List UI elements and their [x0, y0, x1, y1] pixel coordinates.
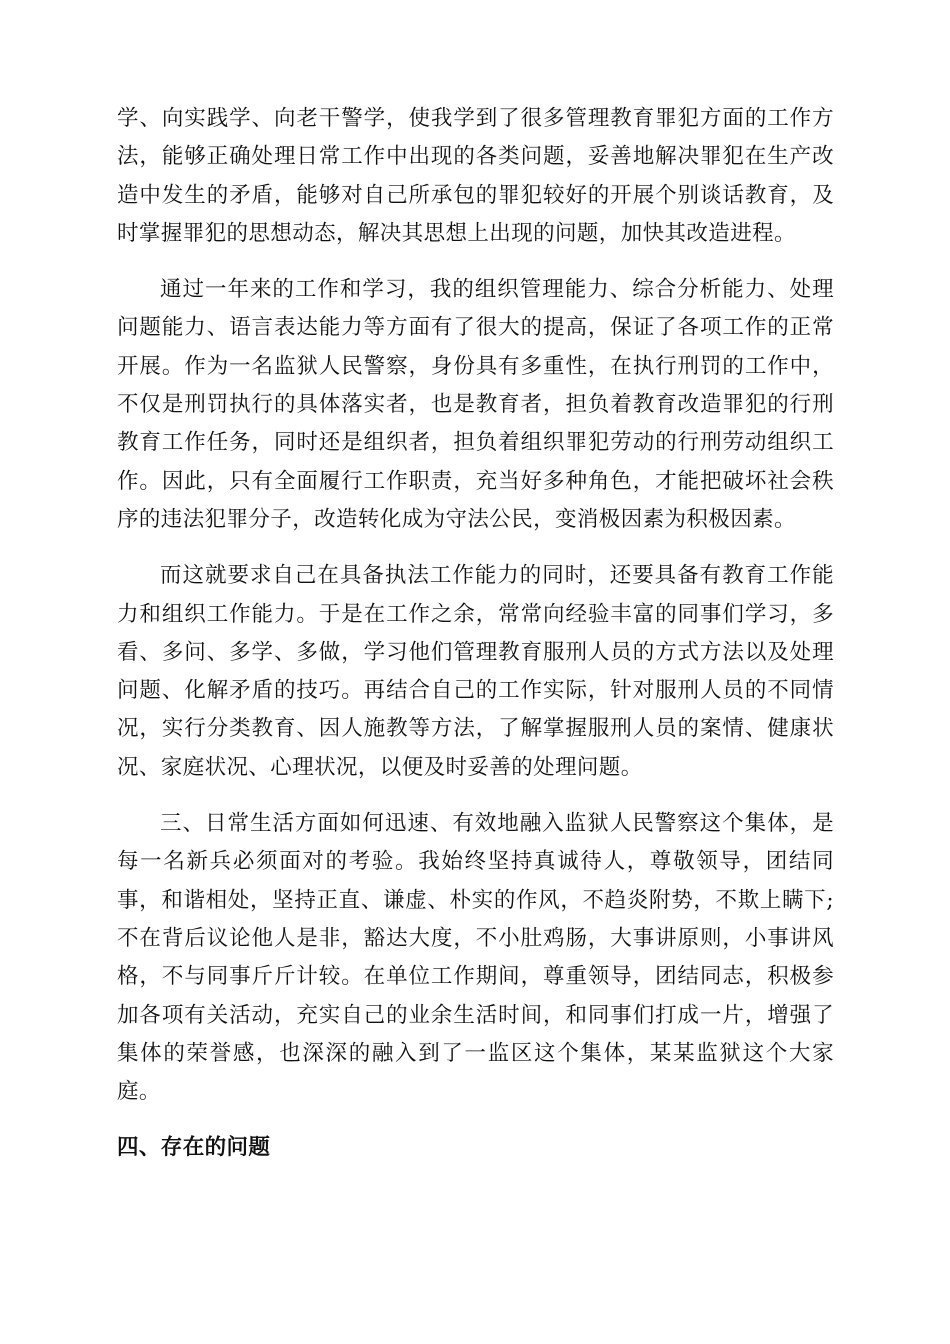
paragraph-education-ability: 而这就要求自己在具备执法工作能力的同时，还要具备有教育工作能力和组织工作能力。于是在工作之余，常常向经验丰富的同事们学习，多看、多问、多学、多做，学习他们管理教育服刑人员的方式方法以及处理问题、化解矛盾的技巧。再结合自己的工作实际，针对服刑人员的不同情况，实行分类教育、因人施教等方法，了解掌握服刑人员的案情、健康状况、家庭状况、心理状况，以便及时妥善的处理问题。: [117, 563, 834, 780]
paragraph-abilities-improvement: 通过一年来的工作和学习，我的组织管理能力、综合分析能力、处理问题能力、语言表达能力等方面有了很大的提高，保证了各项工作的正常开展。作为一名监狱人民警察，身份具有多重性，在执行刑罚的工作中，不仅是刑罚执行的具体落实者，也是教育者，担负着教育改造罪犯的行刑教育工作任务，同时还是组织者，担负着组织罪犯劳动的行刑劳动组织工作。因此，只有全面履行工作职责，充当好多种角色，才能把破坏社会秩序的违法犯罪分子，改造转化成为守法公民，变消极因素为积极因素。: [117, 277, 834, 532]
document-page: [117, 100, 834, 1167]
section-heading-problems: 四、存在的问题: [117, 1135, 271, 1161]
paragraph-daily-life: 三、日常生活方面如何迅速、有效地融入监狱人民警察这个集体，是每一名新兵必须面对的考验。我始终坚持真诚待人，尊敬领导，团结同事，和谐相处，坚持正直、谦虚、朴实的作风，不趋炎附势，不欺上瞒下;不在背后议论他人是非，豁达大度，不小肚鸡肠，大事讲原则，小事讲风格，不与同事斤斤计较。在单位工作期间，尊重领导，团结同志，积极参加各项有关活动，充实自己的业余生活时间，和同事们打成一片，增强了集体的荣誉感，也深深的融入到了一监区这个集体，某某监狱这个大家庭。: [117, 811, 834, 1105]
paragraph-continued-learning: 学、向实践学、向老干警学，使我学到了很多管理教育罪犯方面的工作方法，能够正确处理日常工作中出现的各类问题，妥善地解决罪犯在生产改造中发生的矛盾，能够对自己所承包的罪犯较好的开展个别谈话教育，及时掌握罪犯的思想动态，解决其思想上出现的问题，加快其改造进程。: [117, 106, 834, 246]
